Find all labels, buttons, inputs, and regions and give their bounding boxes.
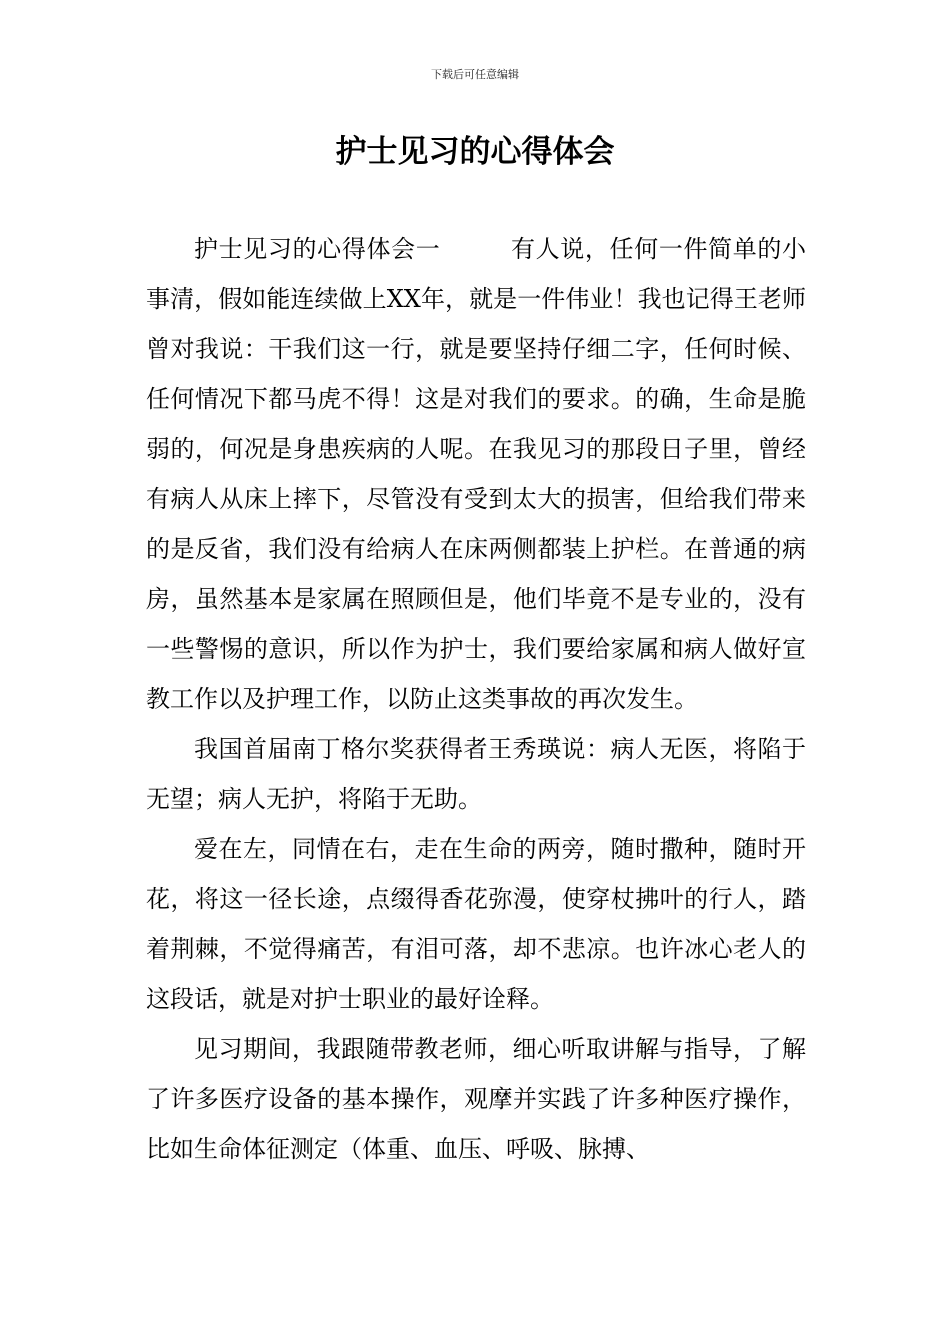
document-body [146,224,806,1174]
paragraph-1-text: 有人说，任何一件简单的小事清，假如能连续做上XX年，就是一件伟业！我也记得王老师曾对我说：干我们这一行，就是要坚持仔细二字，任何时候、任何情况下都马虎不得！这是对我们的要求。的确，生命是脆弱的，何况是身患疾病的人呢。在我见习的那段日子里，曾经有病人从床上摔下，尽管没有受到太大的损害，但给我们带来的是反省，我们没有给病人在床两侧都装上护栏。在普通的病房，虽然基本是家属在照顾但是，他们毕竟不是专业的，没有一些警惕的意识，所以作为护士，我们要给家属和病人做好宣教工作以及护理工作，以防止这类事故的再次发生。 [146,235,807,713]
paragraph-3: 爱在左，同情在右，走在生命的两旁，随时撒种，随时开花，将这一径长途，点缀得香花弥漫，使穿杖拂叶的行人，踏着荆棘，不觉得痛苦，有泪可落，却不悲凉。也许冰心老人的这段话，就是对护士职业的最好诠释。 [146,835,806,1013]
paragraph-1 [146,224,806,724]
intro-heading: 护士见习的心得体会一 [194,235,441,263]
paragraph-4: 见习期间，我跟随带教老师，细心听取讲解与指导，了解了许多医疗设备的基本操作，观摩并实践了许多种医疗操作，比如生命体征测定（体重、血压、呼吸、脉搏、 [146,1035,806,1163]
document-title: 护士见习的心得体会 [335,134,615,170]
paragraph-2: 我国首届南丁格尔奖获得者王秀瑛说：病人无医，将陷于无望；病人无护，将陷于无助。 [146,735,806,813]
header-note: 下载后可任意编辑 [431,68,519,81]
